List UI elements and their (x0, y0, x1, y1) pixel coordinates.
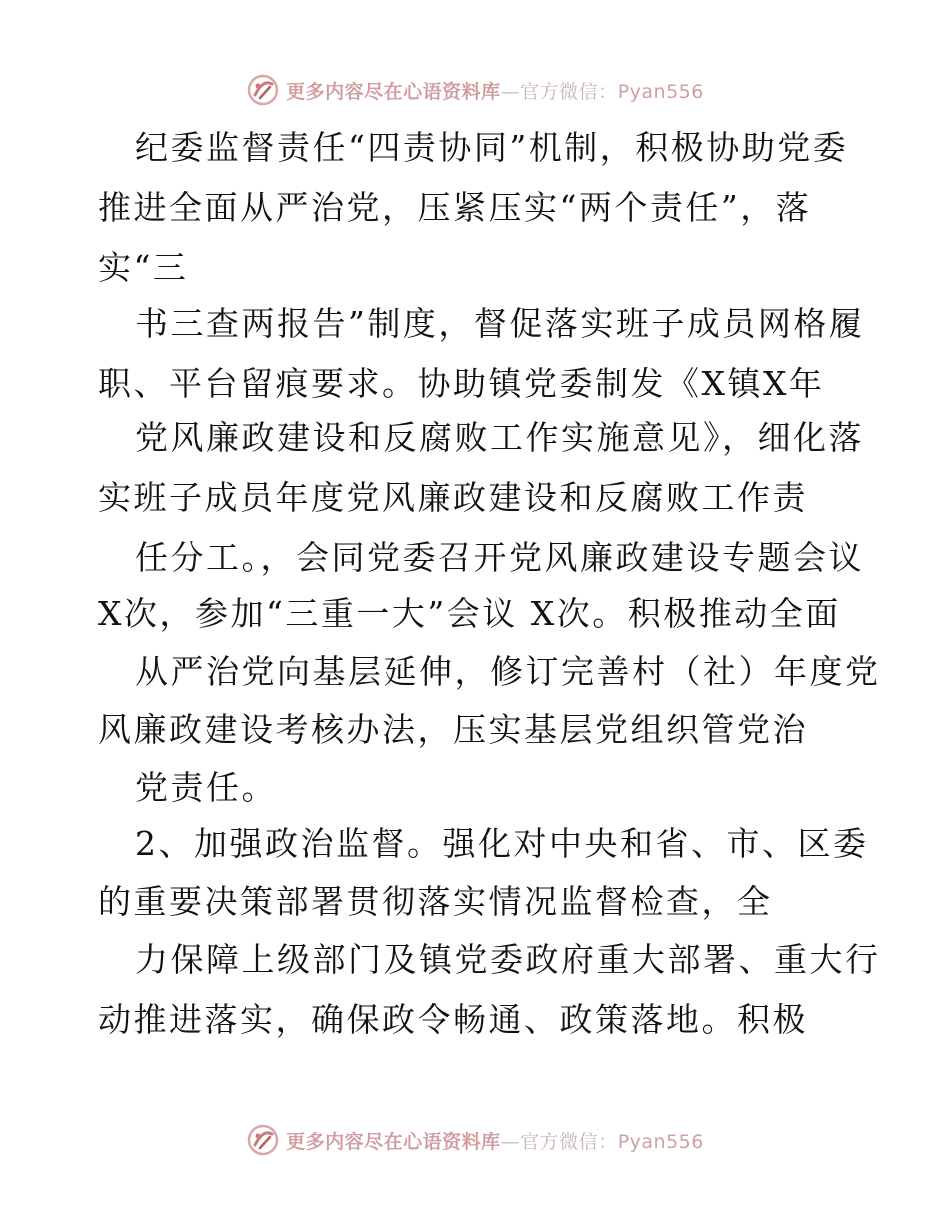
watermark-brand: 更多内容尽在心语资料库 (286, 80, 501, 103)
header-watermark (0, 70, 950, 110)
watermark-text (286, 1127, 704, 1154)
text-line: 党责任。 (135, 768, 277, 807)
watermark-brand: 更多内容尽在心语资料库 (286, 1130, 501, 1153)
text-line: 2、加强政治监督。强化对中央和省、市、区委 (135, 824, 869, 863)
watermark-wechat-label: 官方微信： (520, 1130, 618, 1153)
watermark-wechat-label: 官方微信： (520, 80, 618, 103)
text-line: 的重要决策部署贯彻落实情况监督检查，全 (98, 882, 773, 921)
text-line: 实班子成员年度党风廉政建设和反腐败工作责 (98, 478, 808, 517)
footer-watermark (0, 1120, 950, 1160)
text-line: 风廉政建设考核办法，压实基层党组织管党治 (98, 710, 808, 749)
watermark-wechat-id: Pyan556 (617, 1130, 704, 1153)
watermark-separator: — (500, 80, 521, 103)
watermark-logo-icon (246, 73, 280, 107)
text-line: 推进全面从严治党，压紧压实“两个责任”，落 (98, 188, 812, 227)
text-line: X次，参加“三重一大”会议 X次。积极推动全面 (98, 594, 841, 633)
watermark-logo-icon (246, 1123, 280, 1157)
watermark-separator: — (500, 1130, 521, 1153)
text-line: 纪委监督责任“四责协同”机制，积极协助党委 (135, 128, 849, 167)
text-line: 党风廉政建设和反腐败工作实施意见》，细化落 (135, 418, 864, 457)
text-line: 书三查两报告”制度，督促落实班子成员网格履 (135, 304, 865, 343)
text-line: 动推进落实，确保政令畅通、政策落地。积极 (98, 1000, 808, 1039)
watermark-text (286, 77, 704, 104)
watermark-wechat-id: Pyan556 (617, 80, 704, 103)
text-line: 力保障上级部门及镇党委政府重大部署、重大行 (135, 940, 881, 979)
text-line: 职、平台留痕要求。协助镇党委制发《X镇X年 (98, 364, 825, 403)
text-line: 任分工。，会同党委召开党风廉政建设专题会议 (135, 538, 864, 577)
text-line: 从严治党向基层延伸，修订完善村（社）年度党 (135, 652, 881, 691)
text-line: 实“三 (98, 248, 189, 287)
